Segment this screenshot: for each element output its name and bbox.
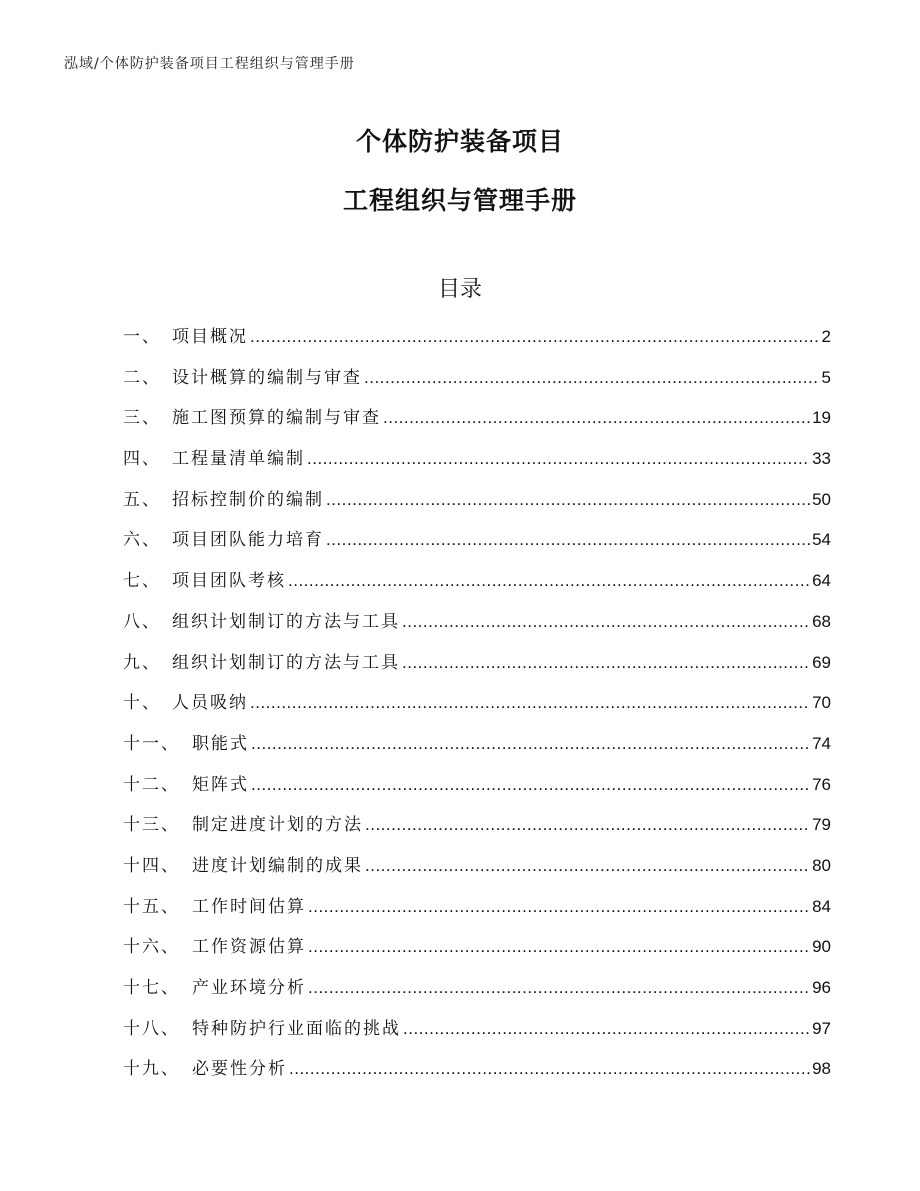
toc-entry-number: 十二、 — [123, 774, 180, 795]
toc-entry-number: 一、 — [123, 327, 161, 347]
toc-entry-label: 人员吸纳 — [172, 693, 248, 714]
toc-entry-number: 十五、 — [123, 896, 180, 917]
toc-leader-dots — [383, 406, 810, 430]
toc-entry[interactable] — [123, 773, 831, 814]
toc-leader-dots — [308, 935, 810, 959]
toc-entry-page: 97 — [812, 1018, 831, 1038]
toc-entry[interactable] — [123, 976, 831, 1017]
toc-entry-label: 设计概算的编制与审查 — [172, 367, 362, 388]
toc-leader-dots — [289, 1057, 810, 1081]
toc-leader-dots — [250, 691, 810, 715]
toc-leader-dots — [250, 325, 820, 349]
toc-entry-label: 制定进度计划的方法 — [192, 815, 363, 836]
toc-entry[interactable] — [123, 1017, 831, 1058]
toc-leader-dots — [402, 651, 810, 675]
toc-entry-number: 四、 — [123, 449, 161, 470]
toc-leader-dots — [365, 854, 810, 878]
toc-entry[interactable] — [123, 691, 831, 732]
toc-entry-page: 68 — [812, 611, 831, 631]
toc-entry[interactable] — [123, 854, 831, 895]
toc-entry-label: 必要性分析 — [192, 1059, 287, 1080]
toc-entry[interactable] — [123, 488, 831, 529]
toc-entry-page: 5 — [821, 367, 831, 387]
toc-entry[interactable] — [123, 366, 831, 407]
toc-entry-number: 十、 — [123, 693, 161, 714]
toc-entry-page: 90 — [812, 937, 831, 957]
toc-entry-label: 产业环境分析 — [192, 978, 306, 998]
toc-leader-dots — [308, 976, 810, 1000]
toc-leader-dots — [307, 447, 810, 471]
toc-entry-number: 七、 — [123, 571, 161, 592]
toc-entry[interactable] — [123, 1057, 831, 1098]
toc-entry-label: 组织计划制订的方法与工具 — [172, 652, 400, 673]
toc-leader-dots — [288, 569, 810, 593]
toc-entry-page: 79 — [812, 815, 831, 835]
toc-leader-dots — [364, 366, 820, 390]
toc-entry-label: 职能式 — [192, 733, 249, 754]
toc-entry-page: 2 — [821, 327, 831, 346]
toc-entry[interactable] — [123, 895, 831, 936]
toc-entry-page: 70 — [812, 693, 831, 713]
toc-entry-page: 76 — [812, 774, 831, 794]
toc-entry-page: 50 — [812, 489, 831, 509]
document-title-line1: 个体防护装备项目 — [355, 127, 564, 156]
toc-entry-page: 33 — [812, 449, 831, 469]
toc-entry-page: 98 — [812, 1059, 831, 1079]
toc-entry[interactable] — [123, 610, 831, 651]
toc-entry-page: 19 — [812, 408, 831, 428]
toc-entry[interactable] — [123, 732, 831, 773]
toc-entry-page: 74 — [812, 733, 831, 753]
toc-entry-label: 项目团队考核 — [172, 571, 286, 592]
toc-entry[interactable] — [123, 569, 831, 610]
toc-leader-dots — [326, 528, 810, 552]
table-of-contents — [123, 325, 831, 1098]
toc-entry[interactable] — [123, 528, 831, 569]
toc-entry-number: 十七、 — [123, 978, 180, 998]
running-header: 泓域/个体防护装备项目工程组织与管理手册 — [64, 56, 355, 72]
toc-entry-page: 64 — [812, 571, 831, 591]
toc-entry-page: 54 — [812, 530, 831, 550]
toc-entry-page: 80 — [812, 855, 831, 875]
toc-entry-number: 八、 — [123, 611, 161, 632]
toc-heading: 目录 — [437, 277, 482, 302]
toc-entry[interactable] — [123, 406, 831, 447]
toc-entry-label: 项目团队能力培育 — [172, 530, 324, 551]
toc-leader-dots — [326, 488, 810, 512]
toc-entry-label: 项目概况 — [172, 327, 248, 347]
toc-entry-number: 十三、 — [123, 815, 180, 836]
toc-entry-number: 十四、 — [123, 855, 180, 876]
toc-entry-number: 三、 — [123, 408, 161, 429]
toc-entry-label: 施工图预算的编制与审查 — [172, 408, 381, 429]
toc-entry-label: 工程量清单编制 — [172, 449, 305, 470]
toc-entry-number: 二、 — [123, 367, 161, 388]
toc-entry[interactable] — [123, 813, 831, 854]
toc-leader-dots — [365, 813, 810, 837]
toc-entry-number: 十一、 — [123, 733, 180, 754]
toc-leader-dots — [308, 895, 810, 919]
toc-entry[interactable] — [123, 447, 831, 488]
toc-entry-number: 五、 — [123, 489, 161, 510]
toc-entry-label: 招标控制价的编制 — [172, 489, 324, 510]
toc-entry[interactable] — [123, 935, 831, 976]
toc-leader-dots — [403, 1017, 810, 1041]
toc-entry-page: 69 — [812, 652, 831, 672]
toc-entry-label: 特种防护行业面临的挑战 — [192, 1018, 401, 1039]
toc-entry-label: 组织计划制订的方法与工具 — [172, 611, 400, 632]
toc-leader-dots — [251, 732, 810, 756]
document-title-line2: 工程组织与管理手册 — [342, 186, 577, 215]
toc-leader-dots — [402, 610, 810, 634]
toc-entry-label: 工作时间估算 — [192, 896, 306, 917]
toc-entry-label: 矩阵式 — [192, 774, 249, 795]
toc-entry[interactable] — [123, 325, 831, 366]
toc-entry-number: 十八、 — [123, 1018, 180, 1039]
toc-entry-label: 工作资源估算 — [192, 937, 306, 958]
toc-entry-number: 十九、 — [123, 1059, 180, 1080]
toc-entry-page: 84 — [812, 896, 831, 916]
toc-entry-number: 十六、 — [123, 937, 180, 958]
toc-entry-label: 进度计划编制的成果 — [192, 855, 363, 876]
toc-leader-dots — [251, 773, 810, 797]
toc-entry-number: 九、 — [123, 652, 161, 673]
toc-entry[interactable] — [123, 651, 831, 692]
toc-entry-page: 96 — [812, 978, 831, 997]
toc-entry-number: 六、 — [123, 530, 161, 551]
